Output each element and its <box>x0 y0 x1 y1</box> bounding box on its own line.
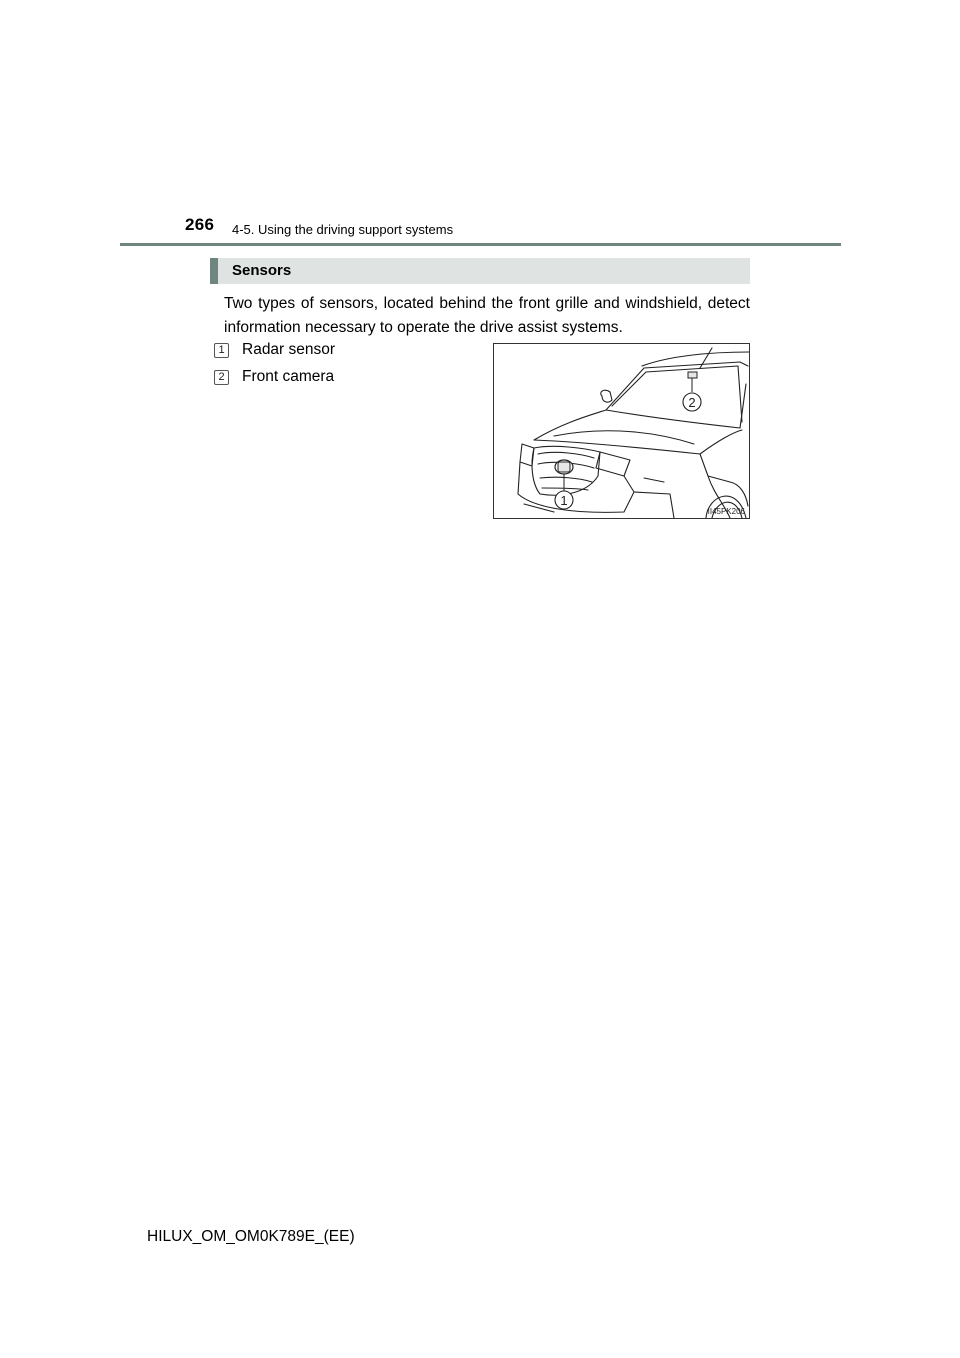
list-item-label: Radar sensor <box>242 341 336 358</box>
list-item <box>214 367 334 387</box>
callout-1-label: 1 <box>560 493 568 508</box>
section-heading <box>210 258 750 284</box>
truck-front-drawing <box>494 344 749 518</box>
body-paragraph: Two types of sensors, located behind the front grille and windshield, detect information necessary to operate the drive assist systems. <box>224 295 750 336</box>
number-badge: 1 <box>214 343 229 358</box>
footer-doc-id: HILUX_OM_OM0K789E_(EE) <box>147 1228 355 1245</box>
section-heading-text: Sensors <box>232 262 292 279</box>
callout-2-label: 2 <box>688 395 696 410</box>
callout-2 <box>683 393 701 411</box>
figure-code: II45PK206 <box>707 507 745 516</box>
list-item <box>214 340 335 360</box>
header-divider <box>120 243 841 246</box>
section-title: 4-5. Using the driving support systems <box>232 222 454 237</box>
callout-1 <box>555 491 573 509</box>
page-number: 266 <box>185 215 215 234</box>
vehicle-illustration <box>493 343 750 519</box>
list-item-label: Front camera <box>242 368 335 385</box>
number-badge: 2 <box>214 370 229 385</box>
